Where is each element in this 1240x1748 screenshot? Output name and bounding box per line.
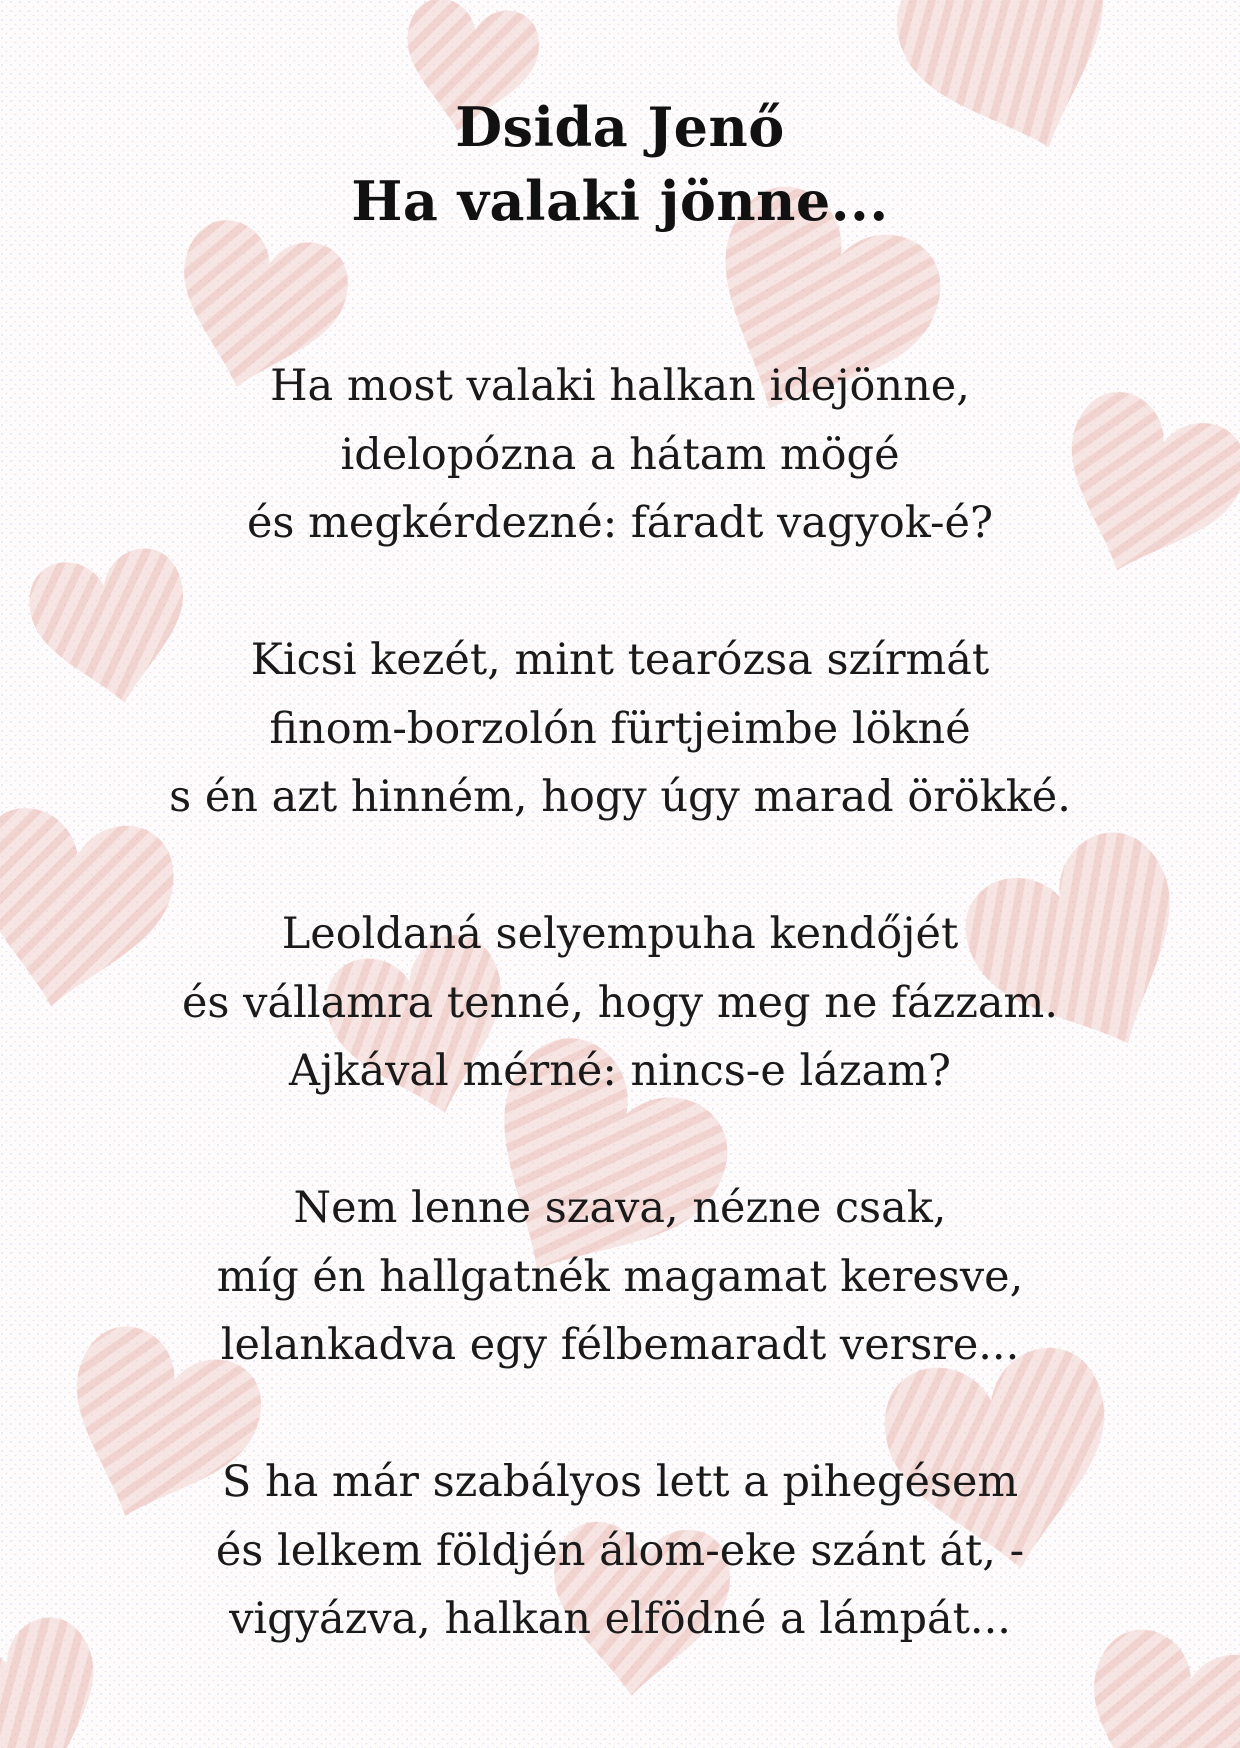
poem-line: Nem lenne szava, nézne csak, [293,1183,947,1233]
poem-line: idelopózna a hátam mögé [340,429,900,480]
poem-line: Kicsi kezét, mint tearózsa szírmát [250,635,990,685]
poem-line: Ha most valaki halkan idejönne, [270,361,970,411]
stanza [0,626,1240,832]
poem-title: Ha valaki jönne... [351,169,889,233]
poem-line: finom-borzolón fürtjeimbe lökné [269,703,971,754]
poem-line: míg én hallgatnék magamat keresve, [216,1251,1024,1302]
poem-line: és lelkem földjén álom-eke szánt át, - [215,1525,1025,1576]
author-name: Dsida Jenő [455,95,785,159]
poem-line: Leoldaná selyempuha kendőjét [281,909,959,959]
title-block [0,90,1240,238]
stanza [0,1448,1240,1654]
poem-line: S ha már szabályos lett a pihegésem [221,1457,1019,1507]
poem-line: lelankadva egy félbemaradt versre... [220,1320,1020,1370]
poem-line: Ajkával mérné: nincs-e lázam? [289,1046,951,1096]
poem-body [0,352,1240,1654]
poem-line: és vállamra tenné, hogy meg ne fázzam. [181,977,1059,1028]
poem-line: s én azt hinném, hogy úgy marad örökké. [169,772,1071,822]
poem-line: vigyázva, halkan elfödné a lámpát... [229,1594,1011,1644]
stanza [0,900,1240,1106]
stanza [0,352,1240,558]
poem-line: és megkérdezné: fáradt vagyok-é? [246,498,994,548]
stanza [0,1174,1240,1380]
